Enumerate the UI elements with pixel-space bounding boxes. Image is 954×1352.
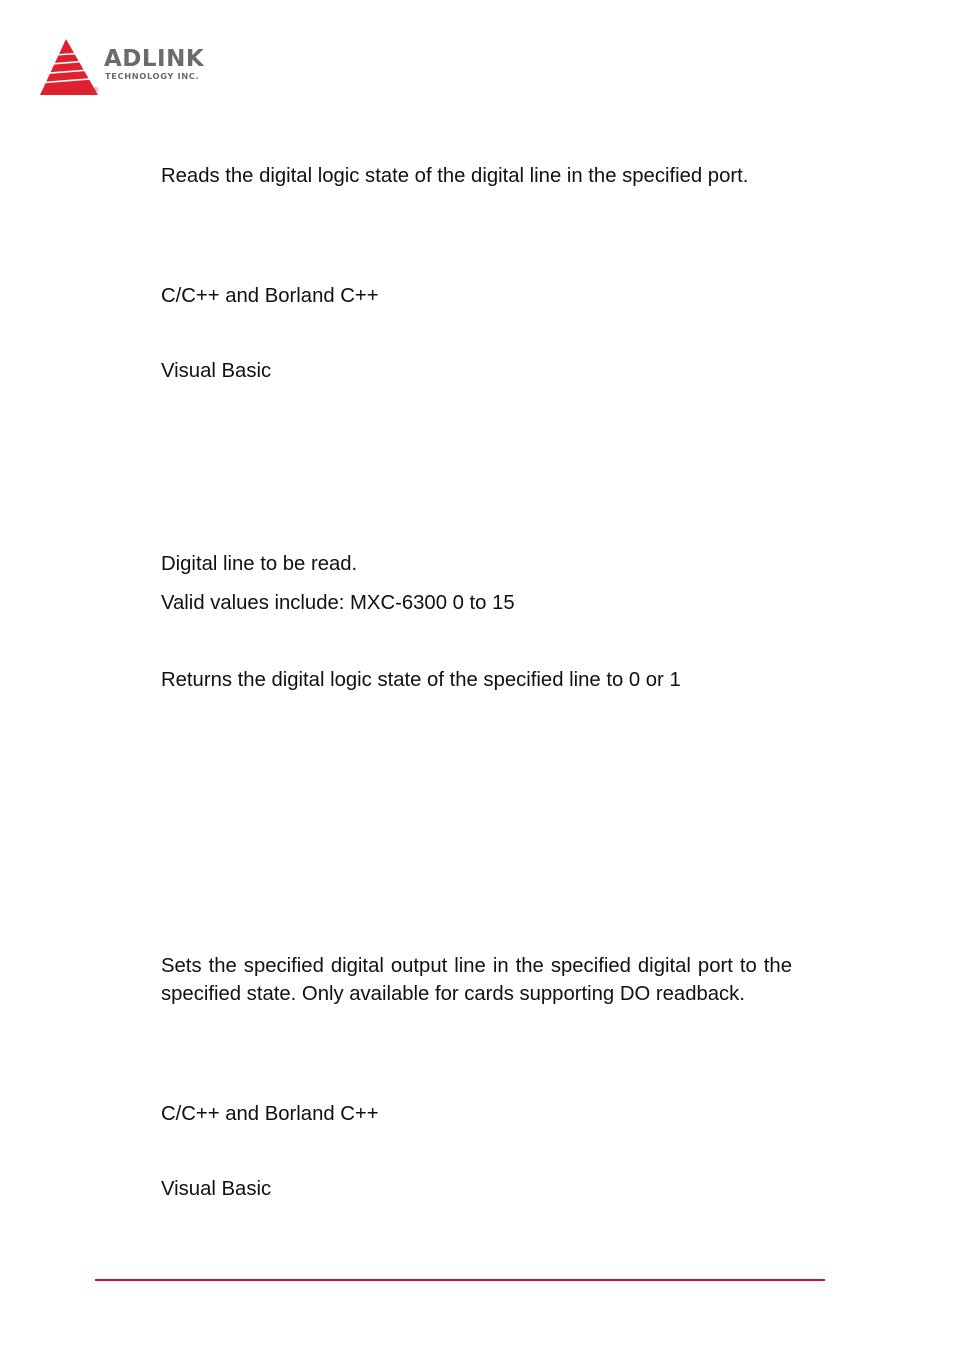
function-description-2: Sets the specified digital output line in the specified digital port to the specified state. Only available for cards supporting DO readback. [161, 955, 792, 1005]
syntax-c-heading-1: C/C++ and Borland C++ [161, 285, 379, 307]
registered-mark: ® [94, 88, 99, 94]
adlink-triangle-icon [38, 38, 102, 98]
function-description-1: Reads the digital logic state of the digital line in the specified port. [161, 165, 749, 187]
syntax-vb-heading-1: Visual Basic [161, 360, 272, 382]
company-logo [38, 38, 238, 100]
syntax-vb-heading-2: Visual Basic [161, 1178, 272, 1200]
return-value-description: Returns the digital logic state of the specified line to 0 or 1 [161, 669, 681, 691]
footer-divider [95, 1279, 825, 1281]
syntax-c-heading-2: C/C++ and Borland C++ [161, 1103, 379, 1125]
parameter-valid-values: Valid values include: MXC-6300 0 to 15 [161, 592, 515, 614]
brand-subtitle: TECHNOLOGY INC. [105, 71, 200, 81]
brand-name: ADLINK [104, 46, 205, 72]
parameter-description: Digital line to be read. [161, 553, 358, 575]
